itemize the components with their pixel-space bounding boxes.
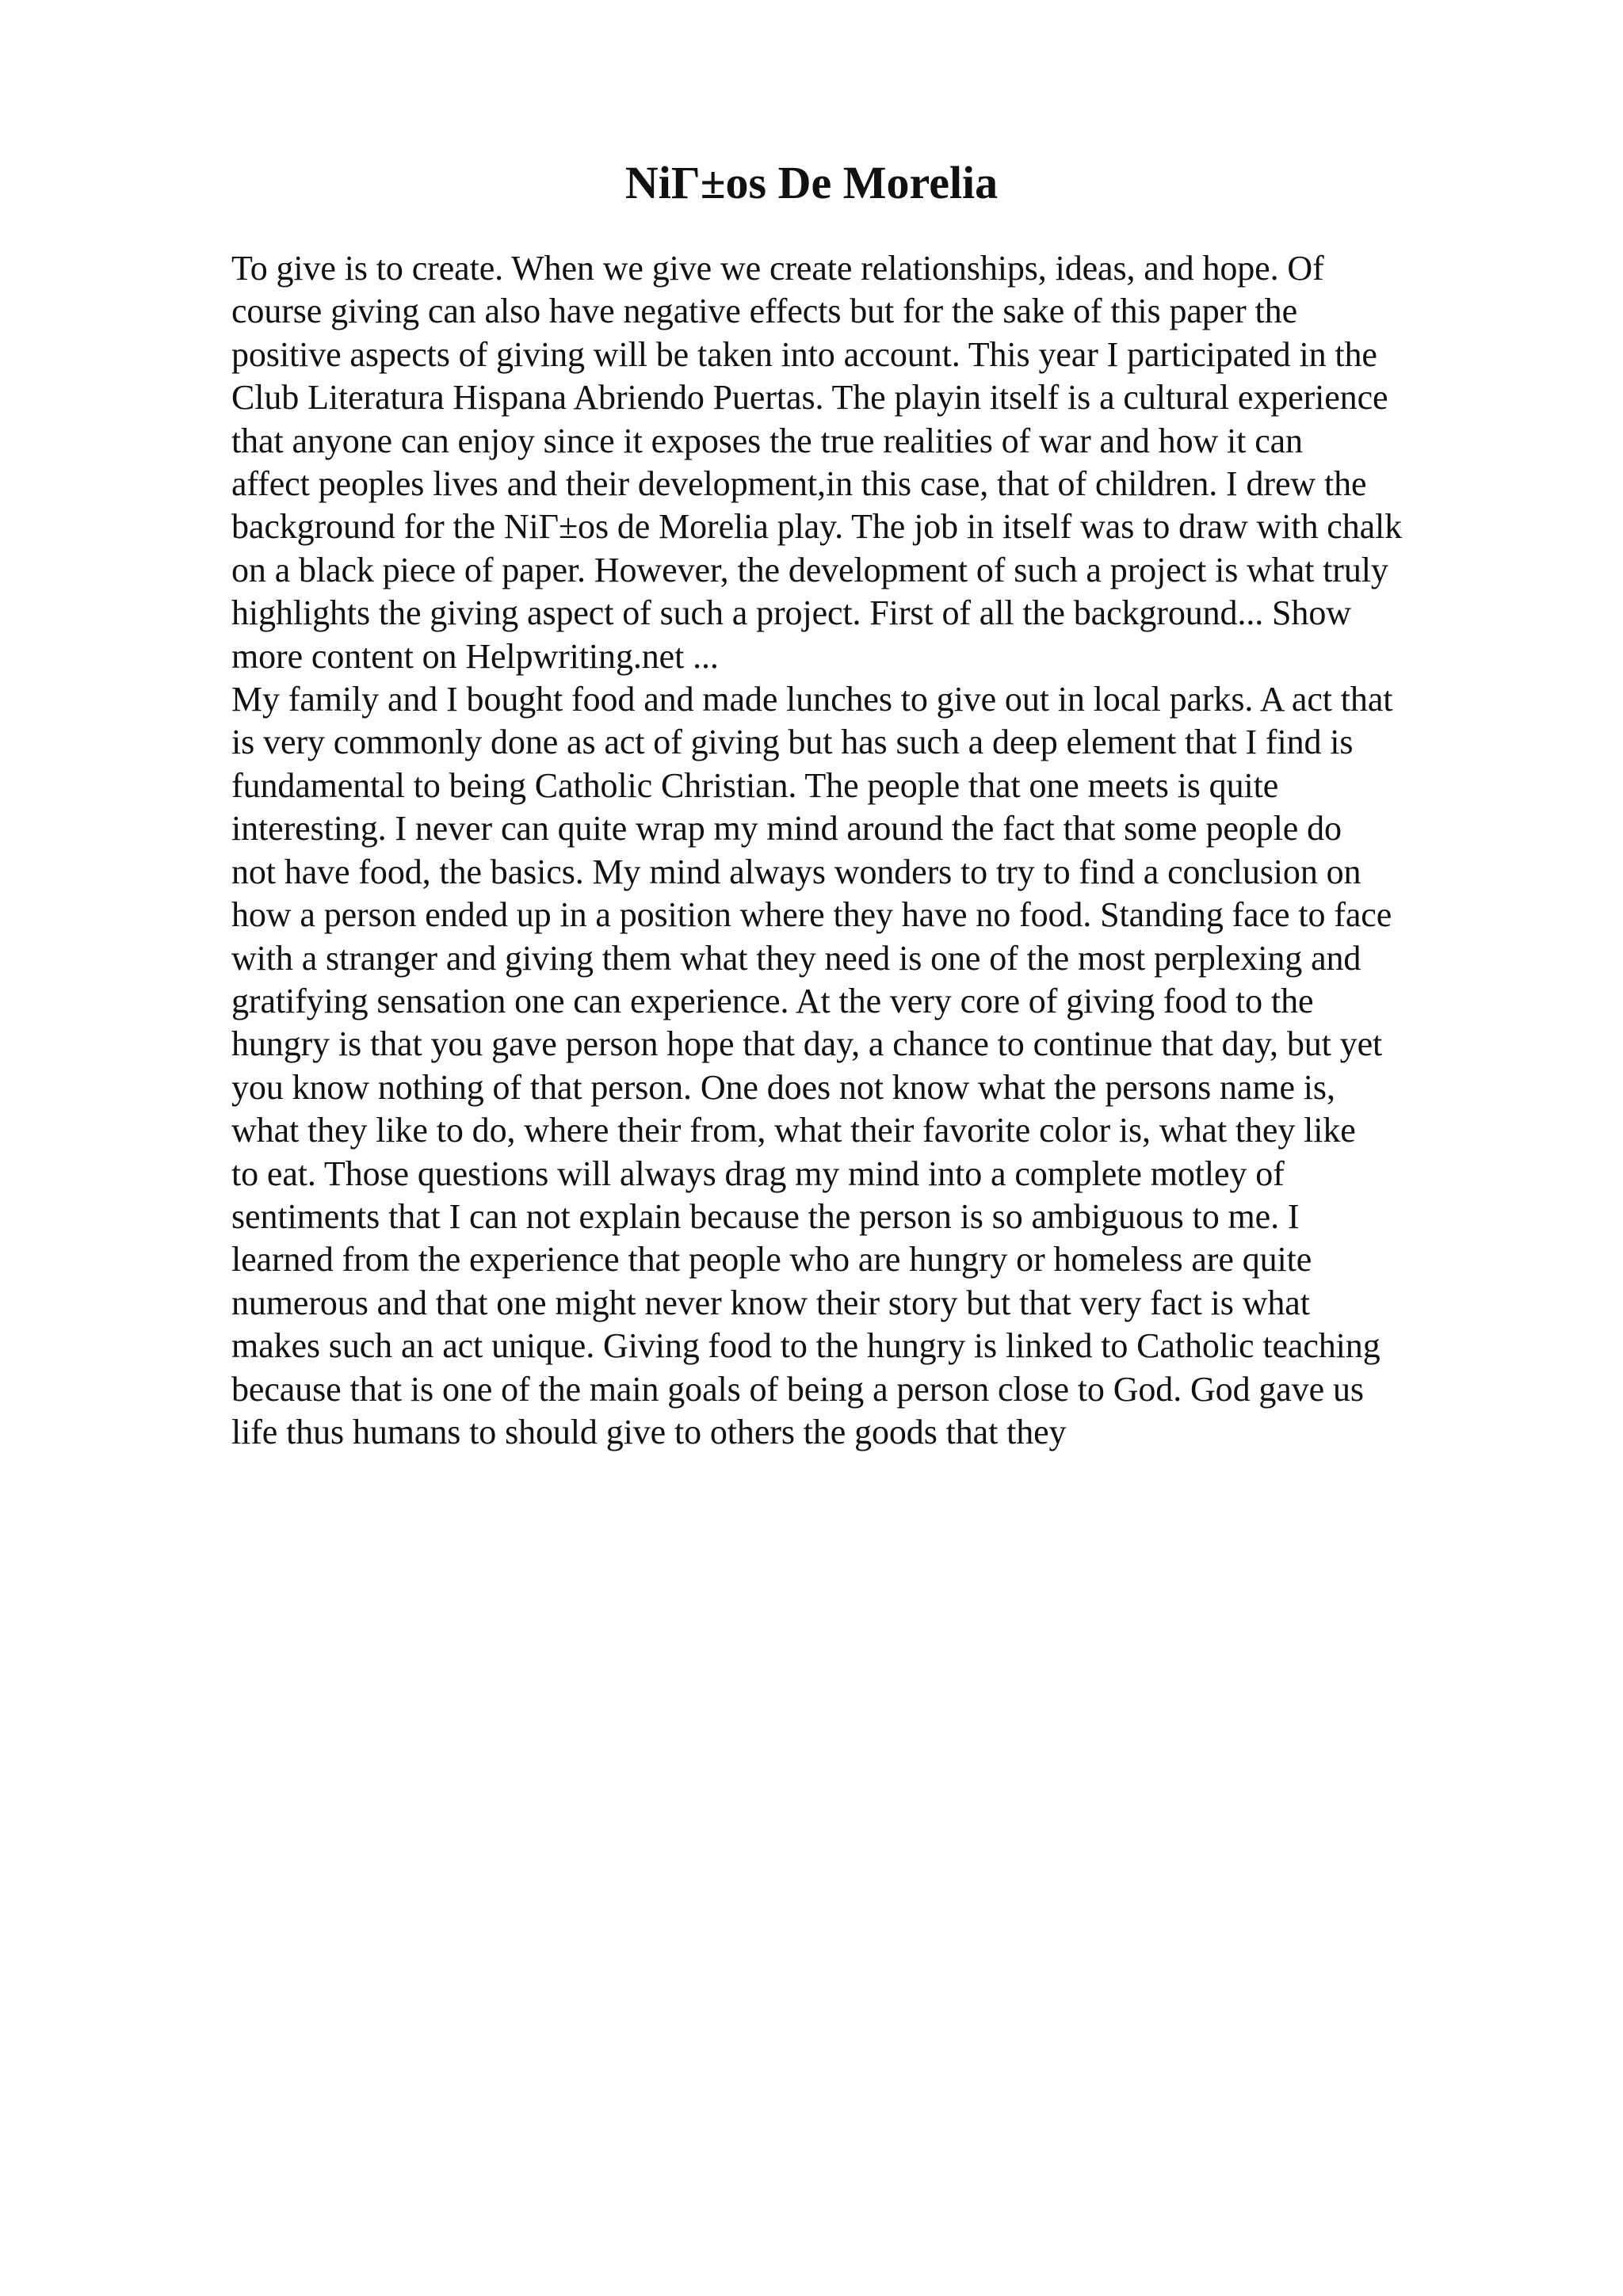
text-line: gratifying sensation one can experience. At the very core of giving food to the xyxy=(231,981,1314,1020)
text-line: numerous and that one might never know their story but that very fact is what xyxy=(231,1283,1310,1322)
text-line: background for the NiΓ±os de Morelia play. The job in itself was to draw with chalk xyxy=(231,507,1403,547)
text-line: sentiments that I can not explain because the person is so ambiguous to me. I xyxy=(231,1196,1300,1236)
text-line: affect peoples lives and their development,in this case, that of children. I drew the xyxy=(231,464,1367,504)
text-line: fundamental to being Catholic Christian. The people that one meets is quite xyxy=(231,765,1279,805)
text-line: with a stranger and giving them what they need is one of the most perplexing and xyxy=(231,938,1361,978)
text-line: you know nothing of that person. One does not know what the persons name is, xyxy=(231,1067,1335,1107)
text-line: course giving can also have negative effects but for the sake of this paper the xyxy=(231,292,1298,331)
text-line: My family and I bought food and made lunches to give out in local parks. A act that xyxy=(231,680,1393,719)
text-line: on a black piece of paper. However, the development of such a project is what truly xyxy=(231,550,1388,589)
text-line: hungry is that you gave person hope that day, a chance to continue that day, but yet xyxy=(231,1024,1383,1064)
text-line: because that is one of the main goals of being a person close to God. God gave us xyxy=(231,1369,1364,1409)
text-line: to eat. Those questions will always drag my mind into a complete motley of xyxy=(231,1154,1285,1193)
text-line: that anyone can enjoy since it exposes the true realities of war and how it can xyxy=(231,421,1303,460)
text-line: what they like to do, where their from, what their favorite color is, what they like xyxy=(231,1111,1356,1150)
text-line: more content on Helpwriting.net ... xyxy=(231,636,719,676)
text-line: positive aspects of giving will be taken into account. This year I participated in the xyxy=(231,334,1377,374)
text-line: is very commonly done as act of giving but has such a deep element that I find is xyxy=(231,723,1354,762)
text-line: makes such an act unique. Giving food to the hungry is linked to Catholic teaching xyxy=(231,1326,1381,1366)
text-line: not have food, the basics. My mind always wonders to try to find a conclusion on xyxy=(231,852,1361,891)
text-line: interesting. I never can quite wrap my mind around the fact that some people do xyxy=(231,809,1342,849)
text-line: To give is to create. When we give we create relationships, ideas, and hope. Of xyxy=(231,249,1324,288)
text-line: how a person ended up in a position where they have no food. Standing face to face xyxy=(231,895,1392,935)
text-line: life thus humans to should give to others the goods that they xyxy=(231,1412,1067,1451)
document-title: NiΓ±os De Morelia xyxy=(624,157,999,208)
text-line: learned from the experience that people who are hungry or homeless are quite xyxy=(231,1240,1312,1280)
document-body xyxy=(231,247,1499,1454)
text-line: Club Literatura Hispana Abriendo Puertas. The playin itself is a cultural experience xyxy=(231,378,1388,418)
text-line: highlights the giving aspect of such a project. First of all the background... Show xyxy=(231,593,1351,633)
